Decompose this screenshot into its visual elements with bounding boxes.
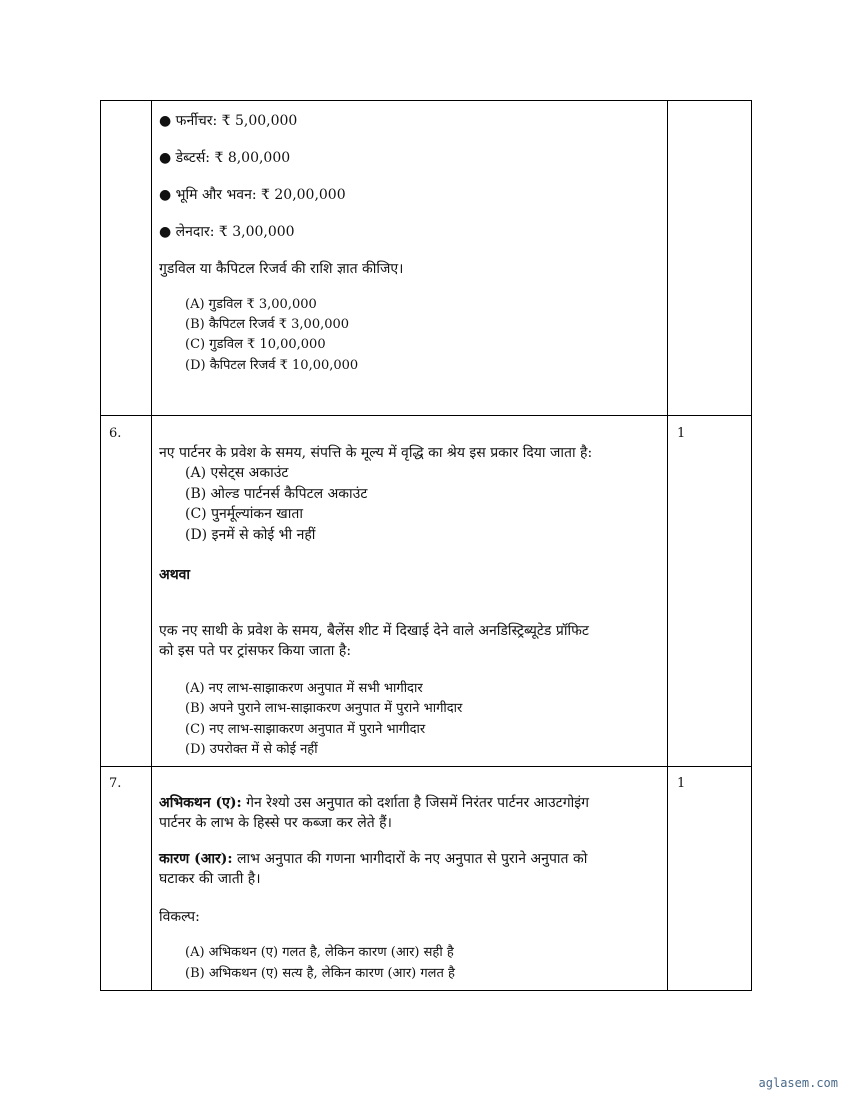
alt-option-d: (D) उपरोक्त में से कोई नहीं [185, 742, 318, 757]
bullet-furniture: ● फर्नीचर: ₹ 5,00,000 [159, 113, 298, 129]
reason-line1 [159, 849, 587, 869]
question-marks: 1 [677, 776, 686, 791]
column-divider [151, 101, 152, 990]
alt-question-line2: को इस पते पर ट्रांसफर किया जाता है: [159, 643, 352, 659]
bullet-creditors: ● लेनदार: ₹ 3,00,000 [159, 224, 295, 240]
bullet-debtors: ● डेब्टर्स: ₹ 8,00,000 [159, 150, 291, 166]
watermark: aglasem.com [758, 1076, 838, 1090]
bullet-land-building: ● भूमि और भवन: ₹ 20,00,000 [159, 187, 346, 203]
alt-question-line1: एक नए साथी के प्रवेश के समय, बैलेंस शीट में दिखाई देने वाले अनडिस्ट्रिब्यूटेड प्रॉफिट [159, 623, 589, 639]
question-marks: 1 [677, 426, 686, 441]
option-a: (A) अभिकथन (ए) गलत है, लेकिन कारण (आर) सही है [185, 945, 454, 960]
assertion-line1 [159, 793, 589, 813]
choices-label: विकल्प: [159, 909, 200, 925]
assertion-label: अभिकथन (ए): [159, 795, 242, 811]
row-divider [101, 415, 751, 416]
alt-option-b: (B) अपने पुराने लाभ-साझाकरण अनुपात में पुराने भागीदार [185, 701, 463, 716]
question-table [100, 100, 752, 991]
column-divider [667, 101, 668, 990]
question-number: 6. [109, 426, 122, 441]
alt-option-c: (C) नए लाभ-साझाकरण अनुपात में पुराने भागीदार [185, 722, 426, 737]
option-a: (A) गुडविल ₹ 3,00,000 [185, 297, 317, 312]
option-b: (B) कैपिटल रिजर्व ₹ 3,00,000 [185, 317, 350, 332]
row-divider [101, 766, 751, 767]
or-label: अथवा [159, 567, 191, 583]
assertion-text: गेन रेश्यो उस अनुपात को दर्शाता है जिसमें निरंतर पार्टनर आउटगोइंग [241, 795, 589, 811]
assertion-line2: पार्टनर के लाभ के हिस्से पर कब्जा कर लेते हैं। [159, 815, 392, 831]
option-d: (D) इनमें से कोई भी नहीं [185, 527, 316, 543]
reason-text: लाभ अनुपात की गणना भागीदारों के नए अनुपात से पुराने अनुपात को [232, 851, 588, 867]
option-c: (C) पुनर्मूल्यांकन खाता [185, 506, 303, 522]
question-text: नए पार्टनर के प्रवेश के समय, संपत्ति के मूल्य में वृद्धि का श्रेय इस प्रकार दिया जाता है: [159, 445, 593, 461]
alt-option-a: (A) नए लाभ-साझाकरण अनुपात में सभी भागीदार [185, 681, 423, 696]
option-c: (C) गुडविल ₹ 10,00,000 [185, 337, 326, 352]
reason-line2: घटाकर की जाती है। [159, 871, 261, 887]
option-a: (A) एसेट्स अकाउंट [185, 465, 289, 481]
question-number: 7. [109, 776, 122, 791]
option-d: (D) कैपिटल रिजर्व ₹ 10,00,000 [185, 358, 359, 373]
option-b: (B) ओल्ड पार्टनर्स कैपिटल अकाउंट [185, 486, 368, 502]
question-text: गुडविल या कैपिटल रिजर्व की राशि ज्ञात कीजिए। [159, 261, 404, 277]
option-b: (B) अभिकथन (ए) सत्य है, लेकिन कारण (आर) गलत है [185, 966, 455, 981]
reason-label: कारण (आर): [159, 851, 233, 867]
